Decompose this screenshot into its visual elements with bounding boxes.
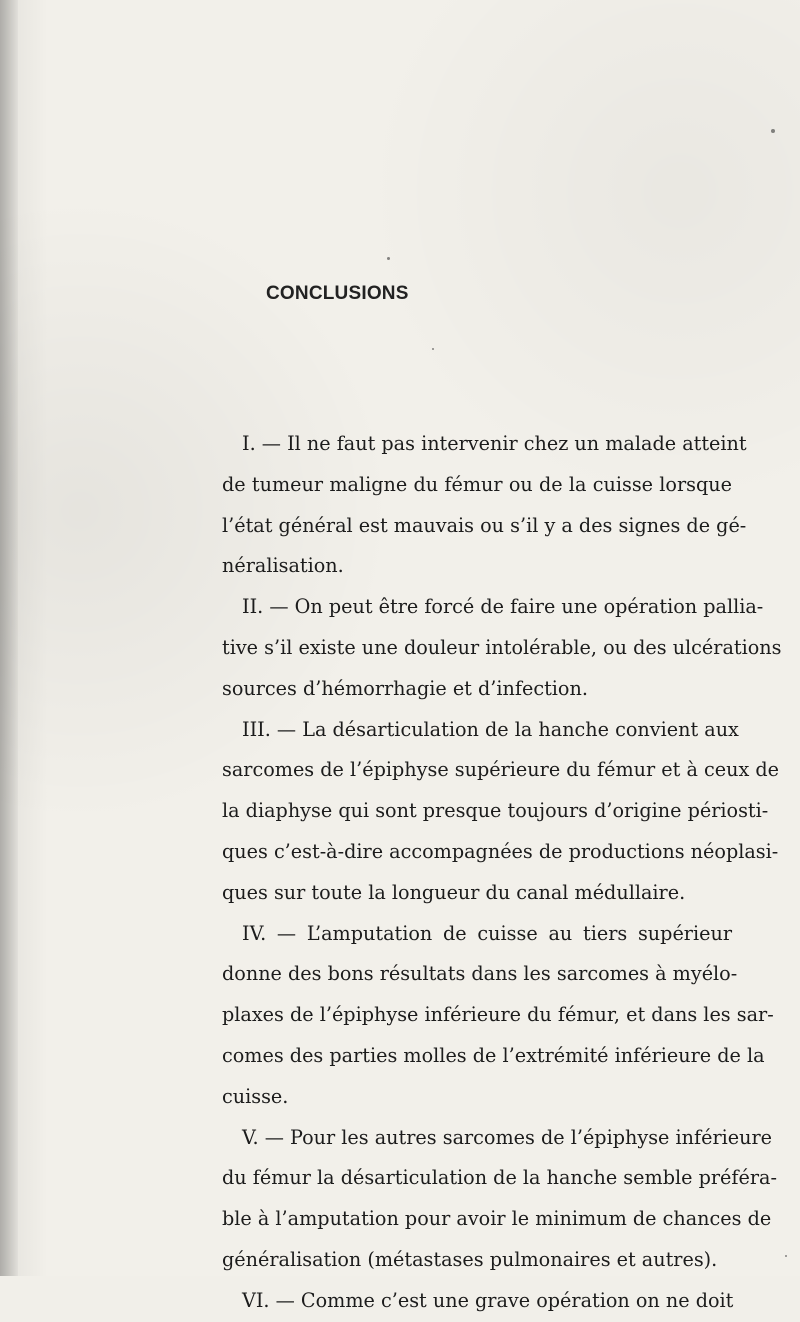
- text-line: II. — On peut être forcé de faire une opération pallia-: [242, 595, 764, 619]
- text-line: sarcomes de l’épiphyse supérieure du fémur et à ceux de: [222, 758, 780, 782]
- text-line: ques c’est-à-dire accompagnées de productions néoplasi-: [222, 839, 779, 863]
- text-line: plaxes de l’épiphyse inférieure du fémur, et dans les sar-: [222, 1003, 774, 1027]
- text-line: donne des bons résultats dans les sarcomes à myélo-: [222, 962, 738, 986]
- paper-speck: [771, 129, 775, 133]
- paper-speck: [387, 257, 390, 260]
- text-line: sources d’hémorrhagie et d’infection.: [222, 676, 588, 700]
- section-heading: CONCLUSIONS: [266, 283, 409, 304]
- text-line: ble à l’amputation pour avoir le minimum de chances de: [222, 1207, 772, 1231]
- text-line: ques sur toute la longueur du canal médullaire.: [222, 880, 686, 904]
- text-line: la diaphyse qui sont presque toujours d’origine périosti-: [222, 799, 769, 823]
- paper-speck: [432, 348, 434, 350]
- text-line: de tumeur maligne du fémur ou de la cuisse lorsque: [222, 472, 732, 496]
- text-line: V. — Pour les autres sarcomes de l’épiphyse inférieure: [242, 1125, 772, 1149]
- text-line: du fémur la désarticulation de la hanche semble préféra-: [222, 1166, 777, 1190]
- text-line: IV. — L’amputation de cuisse au tiers supérieur: [242, 921, 732, 945]
- paper-speck: [785, 1255, 787, 1257]
- text-line: l’état général est mauvais ou s’il y a des signes de gé-: [222, 513, 747, 537]
- text-line: comes des parties molles de l’extrémité inférieure de la: [222, 1043, 765, 1067]
- conclusions-text: [222, 424, 782, 1322]
- text-line: généralisation (métastases pulmonaires et autres).: [222, 1247, 718, 1271]
- text-line: tive s’il existe une douleur intolérable, ou des ulcérations: [222, 635, 782, 659]
- page-edge-shadow: [0, 0, 18, 1276]
- text-line: III. — La désarticulation de la hanche convient aux: [242, 717, 739, 741]
- text-line: VI. — Comme c’est une grave opération on ne doit: [242, 1288, 734, 1312]
- text-line: I. — Il ne faut pas intervenir chez un malade atteint: [242, 432, 747, 455]
- text-line: néralisation.: [222, 554, 344, 578]
- text-line: cuisse.: [222, 1084, 289, 1108]
